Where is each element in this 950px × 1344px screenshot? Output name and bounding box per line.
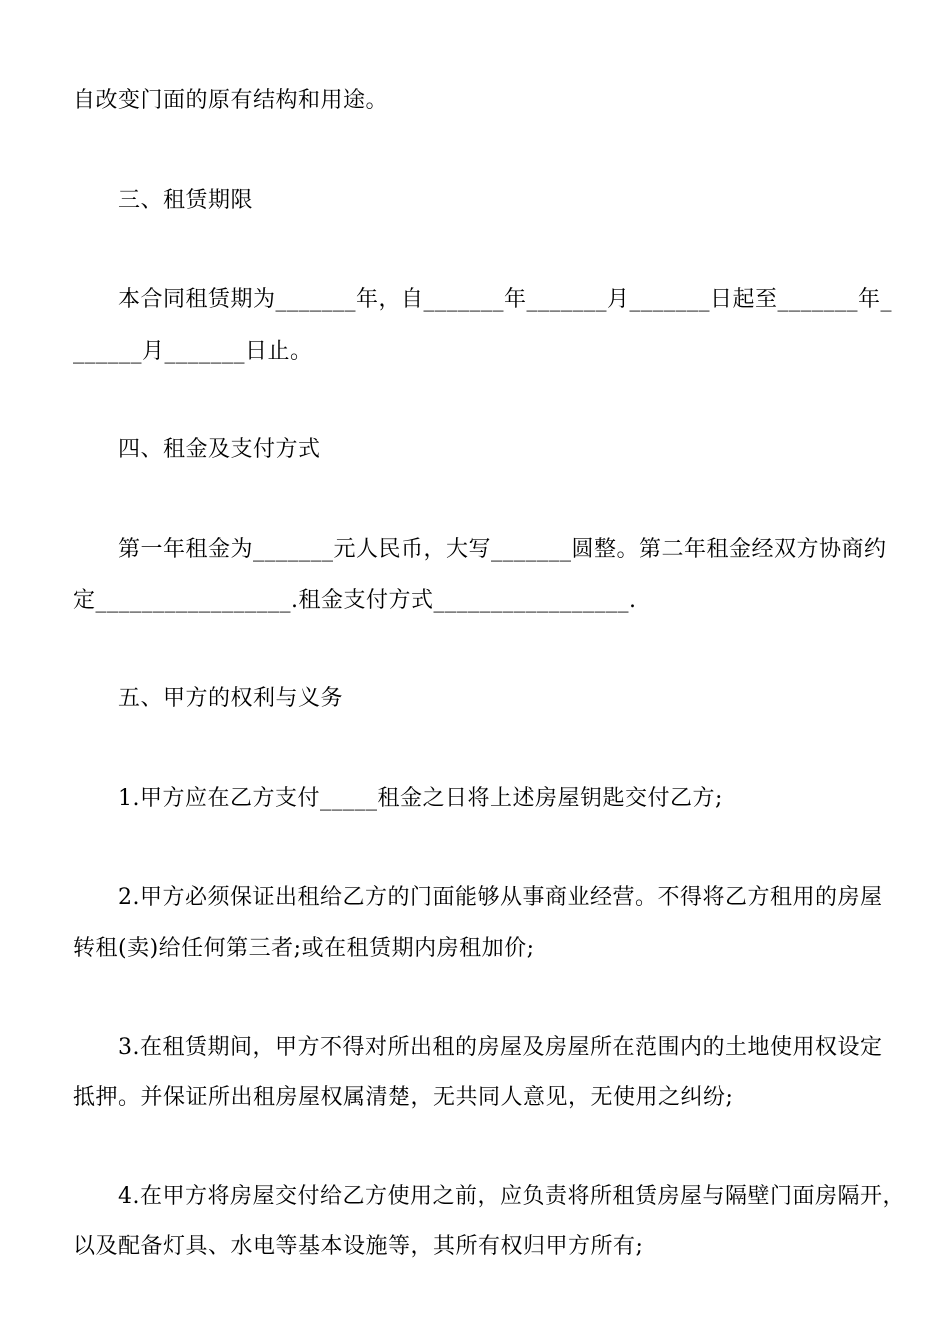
clause-4-line-1: 4.在甲方将房屋交付给乙方使用之前，应负责将所租赁房屋与隔壁门面房隔开， [118,1184,905,1209]
lease-term-line-2: ______月_______日止。 [73,339,313,364]
clause-3-line-2: 抵押。并保证所出租房屋权属清楚，无共同人意见，无使用之纠纷; [73,1085,734,1110]
section-heading-rent-payment: 四、租金及支付方式 [118,437,321,462]
section-heading-party-a-rights: 五、甲方的权利与义务 [118,686,344,711]
section-heading-lease-term: 三、租赁期限 [118,188,254,213]
rent-line-2: 定_________________.租金支付方式_________________. [73,588,637,613]
clause-3-line-1: 3.在租赁期间，甲方不得对所出租的房屋及房屋所在范围内的土地使用权设定 [118,1035,883,1060]
clause-2-line-1: 2.甲方必须保证出租给乙方的门面能够从事商业经营。不得将乙方租用的房屋 [118,885,883,910]
paragraph-continuation: 自改变门面的原有结构和用途。 [73,88,389,113]
clause-2-line-2: 转租(卖)给任何第三者;或在租赁期内房租加价; [73,936,535,961]
clause-4-line-2: 以及配备灯具、水电等基本设施等，其所有权归甲方所有; [73,1234,644,1259]
clause-1: 1.甲方应在乙方支付_____租金之日将上述房屋钥匙交付乙方; [118,786,723,811]
lease-term-line-1: 本合同租赁期为_______年，自_______年_______月_______日起至_______年_ [118,287,893,312]
rent-line-1: 第一年租金为_______元人民币，大写_______圆整。第二年租金经双方协商约 [118,537,887,562]
